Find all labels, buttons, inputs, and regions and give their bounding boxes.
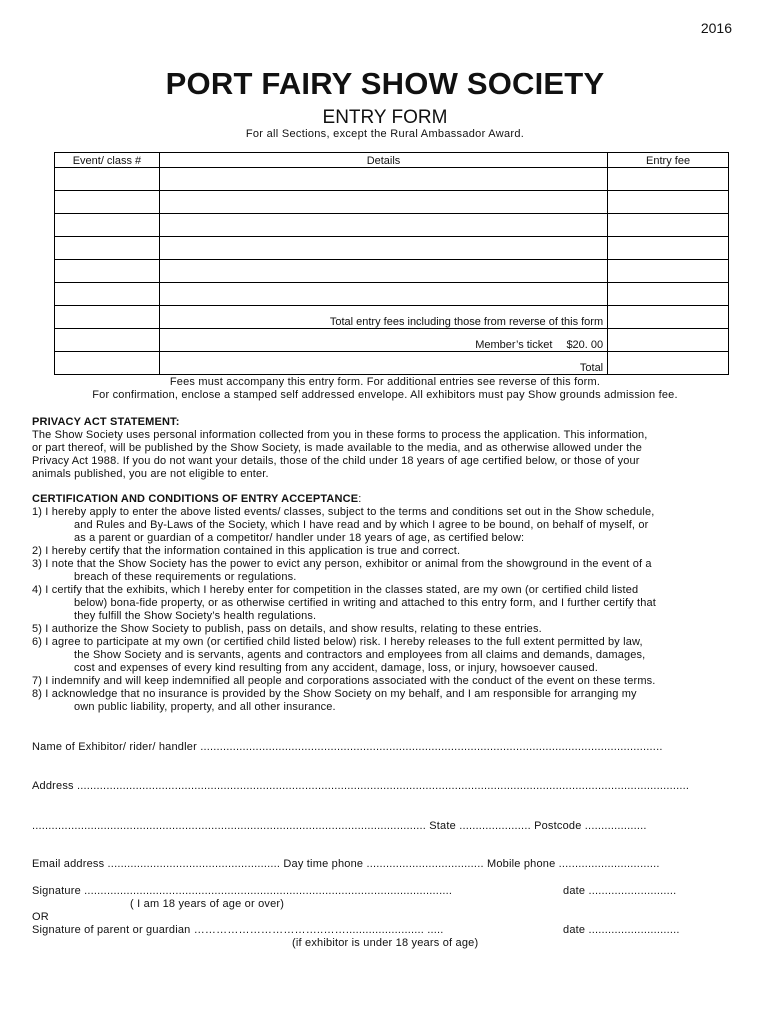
- event-cell[interactable]: [55, 260, 160, 283]
- event-cell[interactable]: [55, 214, 160, 237]
- parent-signature-field[interactable]: Signature of parent or guardian ……………………………..……........................ .....: [32, 924, 444, 936]
- parent-date-field[interactable]: date ............................: [563, 924, 680, 936]
- table-row: [55, 191, 729, 214]
- condition-4-cont: below) bona-fide property, or as otherwise certified in writing and attached to this entry form, and I further certify that: [74, 597, 656, 609]
- page-title: PORT FAIRY SHOW SOCIETY: [165, 66, 605, 101]
- form-subtitle: ENTRY FORM: [322, 107, 448, 128]
- members-ticket-label: Member’s ticket: [475, 339, 553, 351]
- condition-3-cont: breach of these requirements or regulations.: [74, 571, 297, 583]
- condition-7: 7) I indemnify and will keep indemnified all people and corporations associated with the conduct of the event on these terms.: [32, 675, 656, 687]
- details-cell[interactable]: [159, 191, 607, 214]
- details-cell[interactable]: [159, 260, 607, 283]
- entries-table: [54, 152, 729, 375]
- total-row: [55, 352, 729, 375]
- fee-cell[interactable]: [608, 237, 729, 260]
- details-cell[interactable]: [159, 237, 607, 260]
- form-scope-note: For all Sections, except the Rural Ambassador Award.: [245, 128, 525, 140]
- table-row: [55, 237, 729, 260]
- details-cell[interactable]: [159, 283, 607, 306]
- event-cell: [55, 306, 160, 329]
- members-ticket-fee: $20. 00: [566, 339, 604, 351]
- condition-4: 4) I certify that the exhibits, which I hereby enter for competition in the classes stated, are my own (or certified child listed: [32, 584, 639, 596]
- exhibitor-name-field[interactable]: Name of Exhibitor/ rider/ handler ..............................................................................................................................................: [32, 741, 663, 753]
- fee-cell[interactable]: [608, 168, 729, 191]
- fees-note-line2: For confirmation, enclose a stamped self addressed envelope. All exhibitors must pay Show grounds admission fee.: [92, 389, 678, 401]
- under18-note: (if exhibitor is under 18 years of age): [292, 937, 479, 949]
- signature-date-field[interactable]: date ...........................: [563, 885, 677, 897]
- privacy-line: or part thereof, will be published by the Show Society, is made available to the media, and as otherwise allowed under the: [32, 442, 642, 454]
- signature-field[interactable]: Signature .................................................................................................................: [32, 885, 453, 897]
- table-row: [55, 283, 729, 306]
- age-note: ( I am 18 years of age or over): [130, 898, 285, 910]
- col-header-event: Event/ class #: [55, 153, 160, 168]
- total-fee-cell[interactable]: [608, 352, 729, 375]
- total-label: Total: [159, 352, 607, 375]
- conditions-heading: CERTIFICATION AND CONDITIONS OF ENTRY ACCEPTANCE: [32, 493, 359, 505]
- event-cell[interactable]: [55, 283, 160, 306]
- address-field[interactable]: Address ............................................................................................................................................................................................: [32, 780, 690, 792]
- privacy-line: The Show Society uses personal information collected from you in these forms to process the application. This information,: [32, 429, 648, 441]
- condition-6-cont: cost and expenses of every kind resulting from any accident, damage, loss, or injury, howsoever caused.: [74, 662, 598, 674]
- col-header-fee: Entry fee: [608, 153, 729, 168]
- privacy-line: Privacy Act 1988. If you do not want your details, those of the child under 18 years of age certified below, or those of your: [32, 455, 640, 467]
- contact-fields[interactable]: Email address ..................................................... Day time phone .................................... Mobile phone ...............................: [32, 858, 660, 870]
- event-cell[interactable]: [55, 191, 160, 214]
- table-row: [55, 214, 729, 237]
- privacy-heading: PRIVACY ACT STATEMENT:: [32, 416, 180, 428]
- table-row: [55, 168, 729, 191]
- members-ticket-fee-cell[interactable]: [608, 329, 729, 352]
- condition-6-cont: the Show Society and is servants, agents and contractors and employees from all claims and demands, damages,: [74, 649, 646, 661]
- details-cell[interactable]: [159, 168, 607, 191]
- form-year: 2016: [700, 20, 732, 36]
- privacy-line: animals published, you are not eligible to enter.: [32, 468, 269, 480]
- condition-5: 5) I authorize the Show Society to publish, pass on details, and show results, relating to these entries.: [32, 623, 542, 635]
- condition-8-cont: own public liability, property, and all other insurance.: [74, 701, 336, 713]
- condition-2: 2) I hereby certify that the information contained in this application is true and correct.: [32, 545, 461, 557]
- condition-8: 8) I acknowledge that no insurance is provided by the Show Society on my behalf, and I am responsible for arranging my: [32, 688, 637, 700]
- details-cell[interactable]: [159, 214, 607, 237]
- total-reverse-label: Total entry fees including those from reverse of this form: [159, 306, 607, 329]
- conditions-section: [32, 493, 702, 714]
- address-state-postcode-field[interactable]: ......................................................................................................................... State ...................... Postcode ...................: [32, 820, 647, 832]
- condition-6: 6) I agree to participate at my own (or certified child listed below) risk. I hereby releases to the full extent permitted by law,: [32, 636, 643, 648]
- members-ticket-cell: [159, 329, 607, 352]
- condition-3: 3) I note that the Show Society has the power to evict any person, exhibitor or animal from the showground in the event of a: [32, 558, 652, 570]
- condition-1-cont: as a parent or guardian of a competitor/ handler under 18 years of age, as certified below:: [74, 532, 525, 544]
- event-cell: [55, 352, 160, 375]
- fees-note-line1: Fees must accompany this entry form. For additional entries see reverse of this form.: [169, 376, 601, 388]
- fee-cell[interactable]: [608, 214, 729, 237]
- event-cell[interactable]: [55, 237, 160, 260]
- total-reverse-fee-cell[interactable]: [608, 306, 729, 329]
- fee-cell[interactable]: [608, 260, 729, 283]
- conditions-heading-colon: :: [358, 493, 362, 505]
- table-row: [55, 260, 729, 283]
- condition-4-cont: they fulfill the Show Society’s health regulations.: [74, 610, 317, 622]
- fee-cell[interactable]: [608, 191, 729, 214]
- or-label: OR: [32, 911, 49, 923]
- condition-1: 1) I hereby apply to enter the above listed events/ classes, subject to the terms and conditions set out in the Show schedule,: [32, 506, 655, 518]
- privacy-section: [32, 416, 702, 481]
- event-cell[interactable]: [55, 168, 160, 191]
- members-ticket-row: [55, 329, 729, 352]
- fee-cell[interactable]: [608, 283, 729, 306]
- col-header-details: Details: [159, 153, 607, 168]
- event-cell: [55, 329, 160, 352]
- table-header-row: [55, 153, 729, 168]
- condition-1-cont: and Rules and By-Laws of the Society, which I have read and by which I agree to be bound, on behalf of myself, or: [74, 519, 649, 531]
- total-reverse-row: [55, 306, 729, 329]
